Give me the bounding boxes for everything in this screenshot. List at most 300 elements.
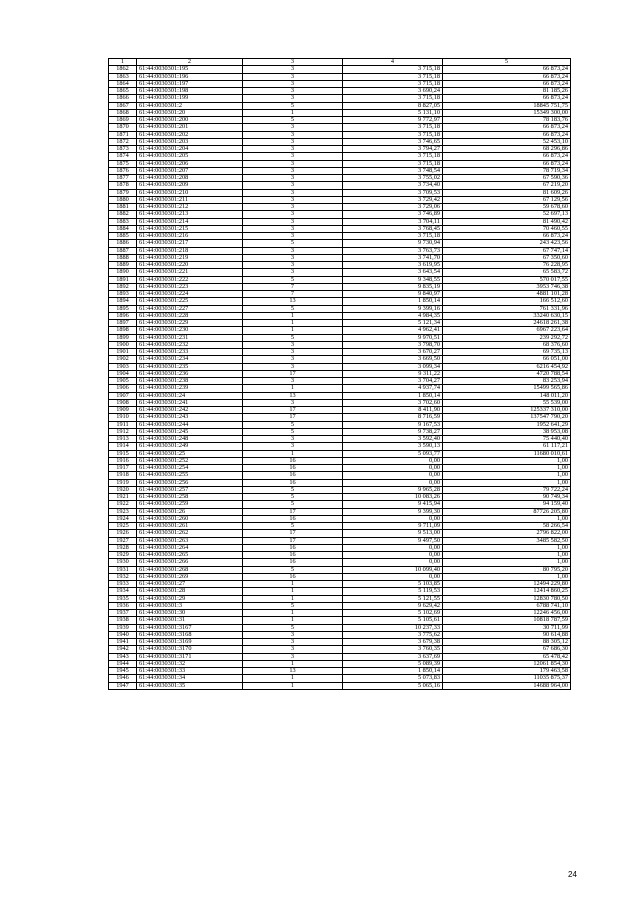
table-cell: 3 [243,378,343,385]
table-cell: 17 [243,414,343,421]
table-cell: 761 331,96 [443,305,571,312]
table-cell: 3 619,95 [343,262,443,269]
table-cell: 66 873,24 [443,124,571,131]
table-cell: 10 237,33 [343,624,443,631]
table-cell: 3 [243,443,343,450]
table-cell: 1 [243,675,343,682]
table-cell: 61:44:0030301:269 [137,573,243,580]
table-cell: 61:44:0030301:34 [137,675,243,682]
table-cell: 1924 [109,515,137,522]
table-row [109,530,571,537]
table-row [109,443,571,450]
table-cell: 1943 [109,653,137,660]
table-cell: 4 984,35 [343,312,443,319]
table-cell: 3 [243,95,343,102]
table-cell: 67 129,56 [443,196,571,203]
table-cell: 3 [243,182,343,189]
table-cell: 3 [243,639,343,646]
table-cell: 3 [243,167,343,174]
table-row [109,341,571,348]
table-cell: 3 704,11 [343,218,443,225]
table-cell: 3 [243,436,343,443]
table-cell: 1921 [109,494,137,501]
table-cell: 61:44:0030301:207 [137,167,243,174]
table-row [109,624,571,631]
table-cell: 5 121,55 [343,595,443,602]
table-cell: 12414 860,25 [443,588,571,595]
table-cell: 61:44:0030301:3167 [137,624,243,631]
table-cell: 1941 [109,639,137,646]
table-row [109,66,571,73]
table-cell: 3 [243,653,343,660]
table-row [109,515,571,522]
table-cell: 5 089,39 [343,660,443,667]
column-header: 3 [243,59,343,66]
table-cell: 1906 [109,385,137,392]
table-cell: 1884 [109,225,137,232]
table-cell: 61:44:0030301:33 [137,668,243,675]
table-cell: 9 835,19 [343,283,443,290]
table-cell: 67 219,20 [443,182,571,189]
table-row [109,392,571,399]
table-cell: 1882 [109,211,137,218]
table-row [109,465,571,472]
table-cell: 1891 [109,276,137,283]
table-cell: 61:44:0030301:211 [137,196,243,203]
table-row [109,124,571,131]
table-cell: 61:44:0030301:202 [137,131,243,138]
table-cell: 1 [243,610,343,617]
table-cell: 1893 [109,291,137,298]
table-cell: 6788 741,10 [443,602,571,609]
table-cell: 3 715,18 [343,73,443,80]
table-cell: 11035 875,37 [443,675,571,682]
table-cell: 3 [243,341,343,348]
cadastral-value-table [108,58,571,690]
table-cell: 18845 751,75 [443,102,571,109]
table-row [109,610,571,617]
table-cell: 5 [243,117,343,124]
table-cell: 15499 565,86 [443,385,571,392]
table-cell: 1881 [109,204,137,211]
table-cell: 1883 [109,218,137,225]
table-cell: 61:44:0030301:195 [137,66,243,73]
table-cell: 61:44:0030301:221 [137,269,243,276]
table-cell: 12494 229,80 [443,581,571,588]
table-row [109,559,571,566]
table-cell: 9 348,55 [343,276,443,283]
table-cell: 3 [243,73,343,80]
table-cell: 61:44:0030301:262 [137,530,243,537]
table-cell: 3 729,42 [343,196,443,203]
table-cell: 5 [243,501,343,508]
table-row [109,80,571,87]
table-cell: 61:44:0030301:31 [137,617,243,624]
table-row [109,356,571,363]
table-cell: 76 228,95 [443,262,571,269]
table-cell: 52 453,10 [443,138,571,145]
table-cell: 1903 [109,363,137,370]
table-cell: 1,00 [443,573,571,580]
table-cell: 1890 [109,269,137,276]
table-cell: 1930 [109,559,137,566]
table-cell: 17 [243,508,343,515]
table-row [109,153,571,160]
table-cell: 5 [243,102,343,109]
table-cell: 16 [243,544,343,551]
table-cell: 3 [243,153,343,160]
table-cell: 83 253,94 [443,378,571,385]
table-cell: 3 748,54 [343,167,443,174]
table-cell: 1 [243,320,343,327]
table-row [109,189,571,196]
table-cell: 0,00 [343,544,443,551]
table-cell: 3 709,53 [343,189,443,196]
table-cell: 3 099,34 [343,363,443,370]
table-cell: 0,00 [343,559,443,566]
table-cell: 6216 454,92 [443,363,571,370]
table-cell: 94 159,40 [443,501,571,508]
table-cell: 1928 [109,544,137,551]
table-cell: 1 [243,109,343,116]
table-cell: 5 119,53 [343,588,443,595]
column-header: 4 [343,59,443,66]
table-cell: 61:44:0030301:232 [137,341,243,348]
table-cell: 61:44:0030301:227 [137,305,243,312]
table-row [109,211,571,218]
table-cell: 3 [243,254,343,261]
table-cell: 1869 [109,117,137,124]
table-cell: 1,00 [443,515,571,522]
table-cell: 61:44:0030301:234 [137,356,243,363]
table-row [109,639,571,646]
table-cell: 5 065,16 [343,682,443,689]
table-cell: 61:44:0030301:24 [137,392,243,399]
table-cell: 59 678,60 [443,204,571,211]
table-cell: 239 292,72 [443,334,571,341]
table-cell: 5 [243,624,343,631]
table-body [109,66,571,690]
table-cell: 1871 [109,131,137,138]
table-cell: 61:44:0030301:252 [137,457,243,464]
table-cell: 80 795,20 [443,566,571,573]
table-cell: 1,00 [443,552,571,559]
table-cell: 61:44:0030301:255 [137,472,243,479]
table-cell: 4881 101,28 [443,291,571,298]
table-cell: 12061 854,30 [443,660,571,667]
table-cell: 125337 310,00 [443,407,571,414]
table-cell: 3 669,50 [343,356,443,363]
table-row [109,501,571,508]
table-cell: 68 376,60 [443,341,571,348]
table-row [109,117,571,124]
table-cell: 3 [243,211,343,218]
table-cell: 61:44:0030301:20 [137,109,243,116]
table-cell: 3 763,73 [343,247,443,254]
column-header: 2 [137,59,243,66]
table-cell: 3 [243,218,343,225]
table-cell: 61:44:0030301:238 [137,378,243,385]
table-row [109,349,571,356]
table-row [109,617,571,624]
table-cell: 3 [243,146,343,153]
table-row [109,407,571,414]
table-cell: 3 [243,88,343,95]
table-cell: 0,00 [343,552,443,559]
table-cell: 1916 [109,457,137,464]
table-cell: 67 350,60 [443,254,571,261]
page-number: 24 [568,870,577,879]
table-cell: 1896 [109,312,137,319]
table-cell: 3 760,35 [343,646,443,653]
table-cell: 1946 [109,675,137,682]
table-cell: 3 637,69 [343,653,443,660]
table-row [109,581,571,588]
table-cell: 70 460,55 [443,225,571,232]
table-row [109,175,571,182]
table-cell: 79 722,24 [443,486,571,493]
table-row [109,334,571,341]
table-cell: 61:44:0030301:209 [137,182,243,189]
table-cell: 61:44:0030301:257 [137,486,243,493]
table-cell: 3 [243,646,343,653]
table-row [109,428,571,435]
table-row [109,472,571,479]
table-cell: 9 772,97 [343,117,443,124]
table-cell: 9 965,28 [343,486,443,493]
table-cell: 61:44:0030301:3 [137,602,243,609]
table-cell: 3 [243,247,343,254]
table-cell: 1,00 [443,465,571,472]
table-cell: 1936 [109,602,137,609]
table-cell: 17 [243,407,343,414]
table-cell: 3 746,89 [343,211,443,218]
table-cell: 1900 [109,341,137,348]
table-cell: 1915 [109,450,137,457]
table-row [109,668,571,675]
table-row [109,254,571,261]
table-cell: 1889 [109,262,137,269]
table-cell: 3 [243,80,343,87]
table-cell: 61:44:0030301:199 [137,95,243,102]
table-cell: 65 583,72 [443,269,571,276]
table-cell: 1 [243,327,343,334]
table-cell: 16 [243,559,343,566]
table-cell: 5 [243,494,343,501]
table-cell: 13 [243,298,343,305]
table-cell: 0,00 [343,479,443,486]
table-cell: 3 775,62 [343,631,443,638]
table-row [109,327,571,334]
table-cell: 5 [243,486,343,493]
table-cell: 1880 [109,196,137,203]
table-cell: 1938 [109,617,137,624]
table-row [109,544,571,551]
table-cell: 1868 [109,109,137,116]
table-cell: 1918 [109,472,137,479]
table-cell: 8 411,90 [343,407,443,414]
table-cell: 61:44:0030301:224 [137,291,243,298]
table-cell: 1872 [109,138,137,145]
table-cell: 5 131,10 [343,109,443,116]
table-cell: 1 [243,617,343,624]
table-cell: 61:44:0030301:215 [137,225,243,232]
table-cell: 16 [243,472,343,479]
table-cell: 1878 [109,182,137,189]
table-cell: 1877 [109,175,137,182]
table-cell: 5 103,85 [343,581,443,588]
table-cell: 16 [243,573,343,580]
table-cell: 61:44:0030301:233 [137,349,243,356]
table-row [109,508,571,515]
table-cell: 61:44:0030301:218 [137,247,243,254]
table-cell: 61:44:0030301:210 [137,189,243,196]
table-cell: 61:44:0030301:3168 [137,631,243,638]
table-row [109,573,571,580]
table-cell: 61:44:0030301:212 [137,204,243,211]
table-cell: 243 423,56 [443,240,571,247]
table-row [109,414,571,421]
table-cell: 1879 [109,189,137,196]
table-cell: 75 440,40 [443,436,571,443]
table-row [109,320,571,327]
table-cell: 66 051,00 [443,356,571,363]
table-cell: 16 [243,465,343,472]
table-cell: 9 730,94 [343,240,443,247]
table-cell: 1932 [109,573,137,580]
table-row [109,240,571,247]
table-cell: 1 [243,660,343,667]
table-row [109,363,571,370]
table-cell: 66 873,24 [443,95,571,102]
table-cell: 1888 [109,254,137,261]
table-cell: 1925 [109,523,137,530]
table-cell: 9 711,09 [343,523,443,530]
table-cell: 1913 [109,436,137,443]
table-cell: 1902 [109,356,137,363]
table-cell: 9 399,16 [343,305,443,312]
table-cell: 6967 223,64 [443,327,571,334]
table-cell: 61:44:0030301:25 [137,450,243,457]
table-row [109,167,571,174]
table-cell: 61:44:0030301:213 [137,211,243,218]
table-cell: 1870 [109,124,137,131]
table-cell: 61:44:0030301:225 [137,298,243,305]
table-cell: 1 850,14 [343,392,443,399]
table-cell: 1922 [109,501,137,508]
table-cell: 1864 [109,80,137,87]
table-cell: 8 827,05 [343,102,443,109]
table-cell: 67 747,14 [443,247,571,254]
table-cell: 65 478,42 [443,653,571,660]
table-cell: 5 [243,305,343,312]
table-cell: 17 [243,370,343,377]
table-cell: 61:44:0030301:245 [137,428,243,435]
table-cell: 179 463,58 [443,668,571,675]
table-cell: 1875 [109,160,137,167]
table-cell: 16 [243,479,343,486]
table-cell: 3 [243,233,343,240]
table-cell: 9 738,27 [343,428,443,435]
table-cell: 5 [243,240,343,247]
table-cell: 12830 780,50 [443,595,571,602]
table-cell: 0,00 [343,465,443,472]
table-cell: 3 [243,349,343,356]
table-cell: 55 539,00 [443,399,571,406]
table-cell: 61:44:0030301:266 [137,559,243,566]
table-cell: 61:44:0030301:29 [137,595,243,602]
table-cell: 1937 [109,610,137,617]
table-cell: 14688 964,00 [443,682,571,689]
table-cell: 1885 [109,233,137,240]
table-row [109,312,571,319]
table-cell: 61:44:0030301:239 [137,385,243,392]
table-cell: 9 513,00 [343,530,443,537]
table-row [109,595,571,602]
table-row [109,298,571,305]
table-cell: 61:44:0030301:230 [137,327,243,334]
table-cell: 1926 [109,530,137,537]
table-cell: 10818 787,59 [443,617,571,624]
table-row [109,399,571,406]
table-row [109,675,571,682]
table-cell: 61:44:0030301:243 [137,414,243,421]
table-cell: 9 399,30 [343,508,443,515]
table-cell: 1,00 [443,479,571,486]
table-cell: 1 850,14 [343,668,443,675]
table-cell: 67 686,30 [443,646,571,653]
table-cell: 66 873,24 [443,66,571,73]
table-cell: 3 [243,131,343,138]
table-row [109,660,571,667]
table-cell: 1 850,14 [343,298,443,305]
table-cell: 61:44:0030301:201 [137,124,243,131]
table-cell: 67 590,36 [443,175,571,182]
table-cell: 1942 [109,646,137,653]
table-cell: 1910 [109,414,137,421]
table-cell: 9 970,51 [343,334,443,341]
table-cell: 68 296,86 [443,146,571,153]
table-cell: 61:44:0030301:198 [137,88,243,95]
table-cell: 61:44:0030301:254 [137,465,243,472]
table-cell: 1934 [109,588,137,595]
table-cell: 2796 822,00 [443,530,571,537]
table-cell: 61:44:0030301:244 [137,421,243,428]
table-cell: 66 873,24 [443,233,571,240]
table-cell: 66 873,24 [443,80,571,87]
table-cell: 88 305,12 [443,639,571,646]
table-cell: 9 840,97 [343,291,443,298]
table-cell: 5 [243,566,343,573]
table-cell: 3953 746,38 [443,283,571,290]
table-cell: 3 755,02 [343,175,443,182]
table-cell: 5 [243,602,343,609]
table-cell: 3 741,70 [343,254,443,261]
table-cell: 1886 [109,240,137,247]
table-row [109,653,571,660]
table-cell: 3 702,60 [343,399,443,406]
table-cell: 1901 [109,349,137,356]
table-cell: 3 [243,631,343,638]
table-row [109,233,571,240]
table-cell: 90 749,34 [443,494,571,501]
table-cell: 3 [243,399,343,406]
table-cell: 570 017,55 [443,276,571,283]
table-cell: 1,00 [443,472,571,479]
table-cell: 12246 456,00 [443,610,571,617]
table-cell: 9 415,94 [343,501,443,508]
table-cell: 61:44:0030301:223 [137,283,243,290]
